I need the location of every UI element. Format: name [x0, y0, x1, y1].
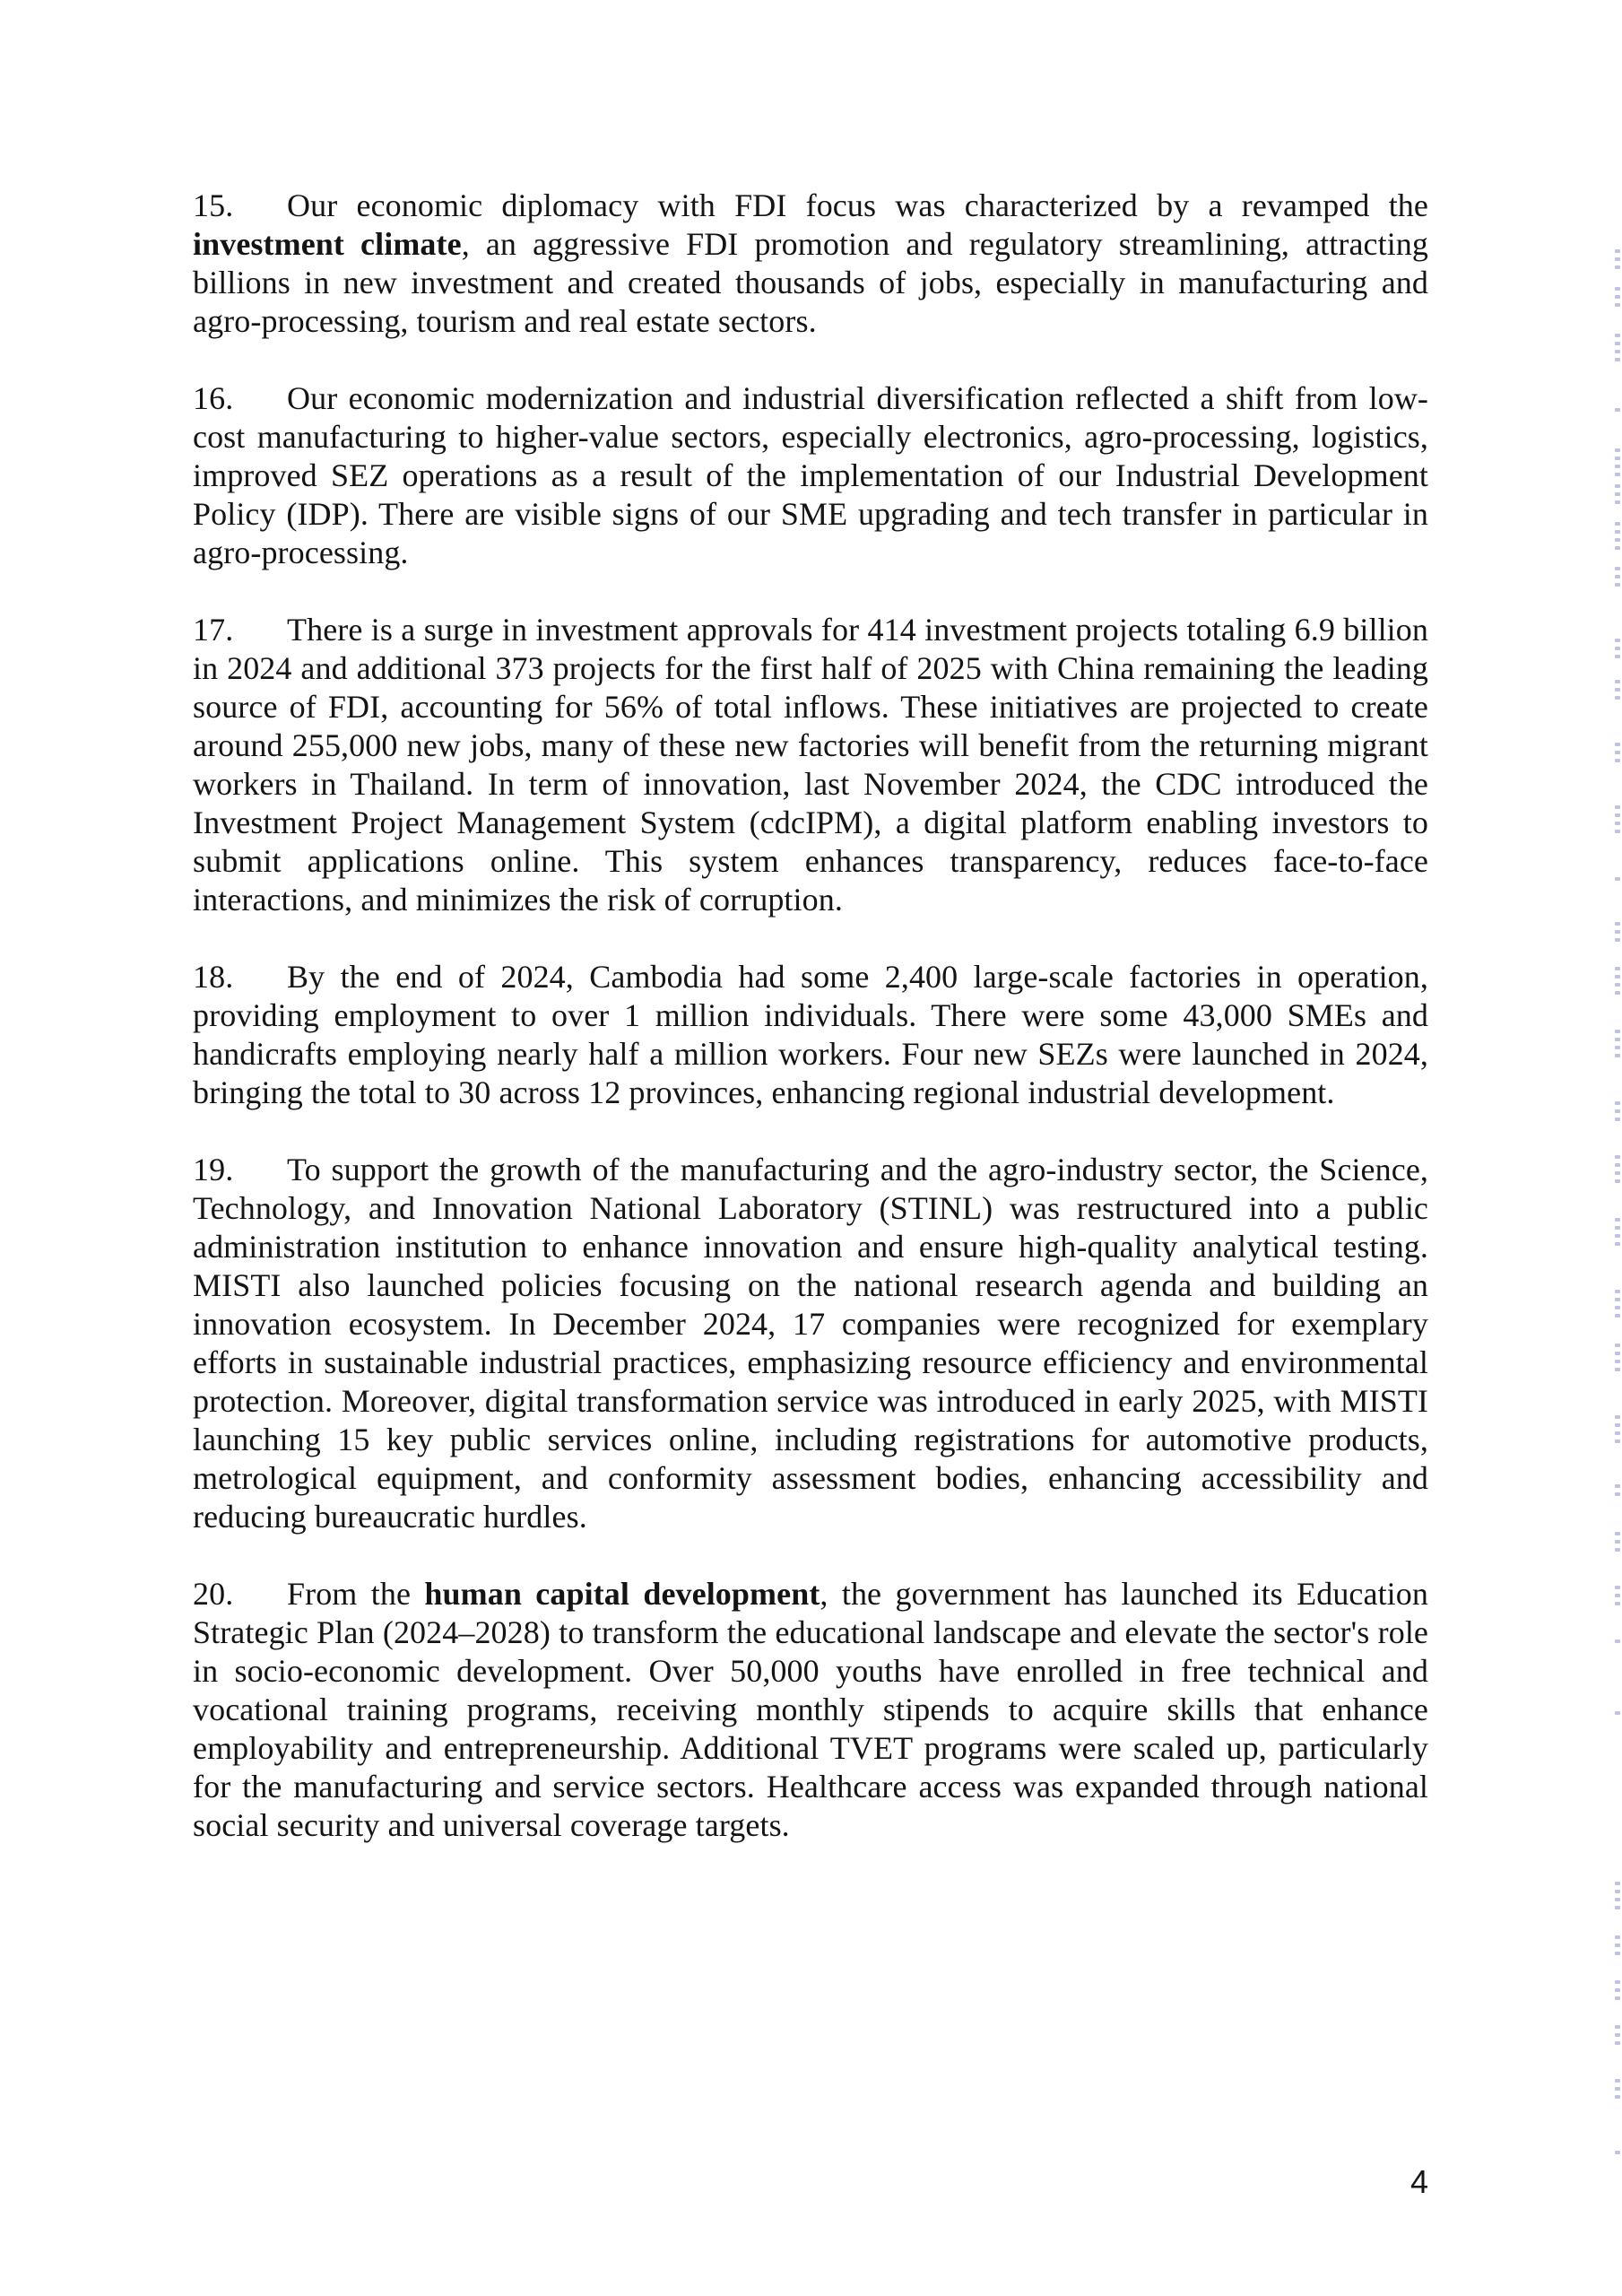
paragraph-17: [193, 611, 1428, 919]
document-body: [193, 187, 1428, 1845]
page-edge-artifact: [1615, 1639, 1620, 1643]
page-edge-artifact: [1615, 1226, 1620, 1230]
page-edge-artifact: [1615, 1548, 1620, 1552]
page-edge-artifact: [1615, 1163, 1620, 1167]
page-edge-artifact: [1615, 1155, 1620, 1159]
page-edge-artifact: [1615, 1344, 1620, 1347]
page-edge-artifact: [1615, 1935, 1620, 1939]
page-edge-artifact: [1615, 1360, 1620, 1363]
page-edge-artifact: [1615, 473, 1620, 476]
paragraph-text: There is a surge in investment approvals for 414 investment projects totaling 6.9 billion in 2024 and additional 373 projects for the first half of 2025 with China remaining the leading source of FDI, accounting for 56% of total inflows. These initiatives are projected to create around 255,000 new jobs, many of these new factories will benefit from the returning migrant workers in Thailand. In term of innovation, last November 2024, the CDC introduced the Investment Project Management System (cdcIPM), a digital platform enabling investors to submit applications online. This system enhances transparency, reduces face-to-face interactions, and minimizes the risk of corruption.: [193, 612, 1428, 918]
paragraph-text: By the end of 2024, Cambodia had some 2,400 large-scale factories in operation, providing employment to over 1 million individuals. There were some 43,000 SMEs and handicrafts employing nearly half a million workers. Four new SEZs were launched in 2024, bringing the total to 30 across 12 provinces, enhancing regional industrial development.: [193, 959, 1428, 1110]
page-edge-artifact: [1615, 1314, 1620, 1318]
paragraph-number: 18.: [193, 959, 234, 995]
page-edge-artifact: [1615, 1431, 1620, 1435]
page-edge-artifact: [1615, 1423, 1620, 1427]
page-edge-artifact: [1615, 1109, 1620, 1113]
page-edge-artifact: [1615, 484, 1620, 488]
paragraph-text: Our economic diplomacy with FDI focus was characterized by a revamped the: [287, 187, 1428, 223]
page-edge-artifact: [1615, 2095, 1620, 2099]
paragraph-number: 19.: [193, 1152, 234, 1187]
paragraph-number: 16.: [193, 380, 234, 416]
page-edge-artifact: [1615, 938, 1620, 942]
page-edge-artifact: [1615, 1242, 1620, 1246]
page-edge-artifact: [1615, 1980, 1620, 1984]
page-edge-artifact: [1615, 751, 1620, 754]
paragraph-text: , the government has launched its Education Strategic Plan (2024–2028) to transform the educational landscape and elevate the sector's role in socio-economic development. Over 50,000 youths have enrolled in free technical and vocational training programs, receiving monthly stipends to acquire skills that enhance employability and entrepreneurship. Additional TVET programs were scaled up, particularly for the manufacturing and service sectors. Healthcare access was expanded through national social security and universal coverage targets.: [193, 1576, 1428, 1843]
page-edge-artifact: [1615, 1711, 1620, 1715]
page-edge-artifact: [1615, 2087, 1620, 2091]
page-edge-artifact: [1615, 583, 1620, 587]
paragraph-number: 15.: [193, 187, 234, 223]
page-edge-artifact: [1615, 1952, 1620, 1955]
paragraph-15: [193, 187, 1428, 341]
page-edge-artifact: [1615, 2033, 1620, 2037]
page-edge-artifact: [1615, 500, 1620, 504]
page-edge-artifact: [1615, 1898, 1620, 1901]
paragraph-18: [193, 958, 1428, 1112]
page-edge-artifact: [1615, 2151, 1620, 2154]
page-edge-artifact: [1615, 575, 1620, 578]
paragraph-text: To support the growth of the manufacturing and the agro-industry sector, the Science, Technology, and Innovation National Laboratory (STINL) was restructured into a public administration institution to enhance innovation and ensure high-quality analytical testing. MISTI also launched policies focusing on the national research agenda and building an innovation ecosystem. In December 2024, 17 companies were recognized for exemplary efforts in sustainable industrial practices, emphasizing resource efficiency and environmental protection. Moreover, digital transformation service was introduced in early 2025, with MISTI launching 15 key public services online, including registrations for automotive products, metrological equipment, and conformity assessment bodies, enhancing accessibility and reducing bureaucratic hurdles.: [193, 1152, 1428, 1535]
emphasized-text: investment climate: [193, 226, 462, 262]
page-edge-artifact: [1615, 2041, 1620, 2045]
page-edge-artifact: [1615, 457, 1620, 460]
page-edge-artifact: [1615, 265, 1620, 269]
paragraph-20: [193, 1575, 1428, 1845]
page-edge-artifact: [1615, 1171, 1620, 1175]
page-edge-artifact: [1615, 991, 1620, 995]
page-edge-artifact: [1615, 1594, 1620, 1597]
page-number: 4: [1409, 2163, 1428, 2200]
page-edge-artifact: [1615, 546, 1620, 550]
page-edge-artifact: [1615, 975, 1620, 978]
paragraph-text: , an aggressive FDI promotion and regulatory streamlining, attracting billions in new investment and created thousands of jobs, especially in manufacturing and agro-processing, tourism and real estate sectors.: [193, 226, 1429, 339]
page-edge-artifact: [1615, 1944, 1620, 1947]
page-edge-artifact: [1615, 1882, 1620, 1885]
page-edge-artifact: [1615, 1234, 1620, 1238]
page-edge-artifact: [1615, 759, 1620, 762]
page-edge-artifact: [1615, 930, 1620, 934]
paragraph-text: From the: [287, 1576, 425, 1612]
page-edge-artifact: [1615, 287, 1620, 291]
page-edge-artifact: [1615, 1996, 1620, 2000]
page-edge-artifact: [1615, 688, 1620, 691]
page-edge-artifact: [1615, 1988, 1620, 1992]
page-edge-artifact: [1615, 1890, 1620, 1893]
page-edge-artifact: [1615, 1030, 1620, 1033]
page-edge-artifact: [1615, 743, 1620, 746]
page-edge-artifact: [1615, 967, 1620, 970]
page-edge-artifact: [1615, 1118, 1620, 1121]
page-edge-artifact: [1615, 1054, 1620, 1057]
page-edge-artifact: [1615, 1492, 1620, 1496]
paragraph-16: [193, 379, 1428, 572]
page-edge-artifact: [1615, 522, 1620, 526]
page-edge-artifact: [1615, 492, 1620, 496]
page-edge-artifact: [1615, 334, 1620, 337]
page-edge-artifact: [1615, 1298, 1620, 1301]
page-edge-artifact: [1615, 1415, 1620, 1419]
page-edge-artifact: [1615, 1439, 1620, 1443]
page-edge-artifact: [1615, 1906, 1620, 1909]
page-edge-artifact: [1615, 696, 1620, 700]
page-edge-artifact: [1615, 1532, 1620, 1535]
page-edge-artifact: [1615, 680, 1620, 683]
page-edge-artifact: [1615, 1540, 1620, 1544]
page-edge-artifact: [1615, 358, 1620, 361]
page-edge-artifact: [1615, 567, 1620, 570]
page-edge-artifact: [1615, 1290, 1620, 1293]
paragraph-number: 20.: [193, 1576, 234, 1612]
page-edge-artifact: [1615, 1602, 1620, 1605]
page-edge-artifact: [1615, 1368, 1620, 1371]
page-edge-artifact: [1615, 1218, 1620, 1222]
page-edge-artifact: [1615, 257, 1620, 261]
page-edge-artifact: [1615, 877, 1620, 881]
page-edge-artifact: [1615, 2079, 1620, 2083]
page-edge-artifact: [1615, 1046, 1620, 1049]
page-edge-artifact: [1615, 350, 1620, 353]
page-edge-artifact: [1615, 813, 1620, 817]
paragraph-19: [193, 1151, 1428, 1536]
paragraph-text: Our economic modernization and industrial diversification reflected a shift from low-cost manufacturing to higher-value sectors, especially electronics, agro-processing, logistics, improved SEZ operations as a result of the implementation of our Industrial Development Policy (IDP). There are visible signs of our SME upgrading and tech transfer in particular in agro-processing.: [193, 380, 1428, 570]
page-edge-artifact: [1615, 655, 1620, 658]
page-edge-artifact: [1615, 1484, 1620, 1488]
page-edge-artifact: [1615, 448, 1620, 452]
page-edge-artifact: [1615, 2025, 1620, 2029]
page-edge-artifact: [1615, 295, 1620, 299]
page-edge-artifact: [1615, 1586, 1620, 1589]
paragraph-number: 17.: [193, 612, 234, 648]
page-edge-artifact: [1615, 1179, 1620, 1183]
page-edge-artifact: [1615, 249, 1620, 253]
page-edge-artifact: [1615, 538, 1620, 542]
page-edge-artifact: [1615, 465, 1620, 468]
page-edge-artifact: [1615, 647, 1620, 650]
page-edge-artifact: [1615, 530, 1620, 534]
page-edge-artifact: [1615, 822, 1620, 825]
page-edge-artifact: [1615, 830, 1620, 833]
page-edge-artifact: [1615, 303, 1620, 307]
page-edge-artifact: [1615, 1306, 1620, 1309]
emphasized-text: human capital development: [424, 1576, 820, 1612]
page-edge-artifact: [1615, 1352, 1620, 1355]
page-edge-artifact: [1615, 983, 1620, 987]
page-edge-artifact: [1615, 922, 1620, 926]
page-edge-artifact: [1615, 805, 1620, 809]
page-edge-artifact: [1615, 1038, 1620, 1041]
page-edge-artifact: [1615, 639, 1620, 642]
page-edge-artifact: [1615, 342, 1620, 345]
page-edge-artifact: [1615, 408, 1620, 412]
page-edge-artifact: [1615, 1101, 1620, 1105]
